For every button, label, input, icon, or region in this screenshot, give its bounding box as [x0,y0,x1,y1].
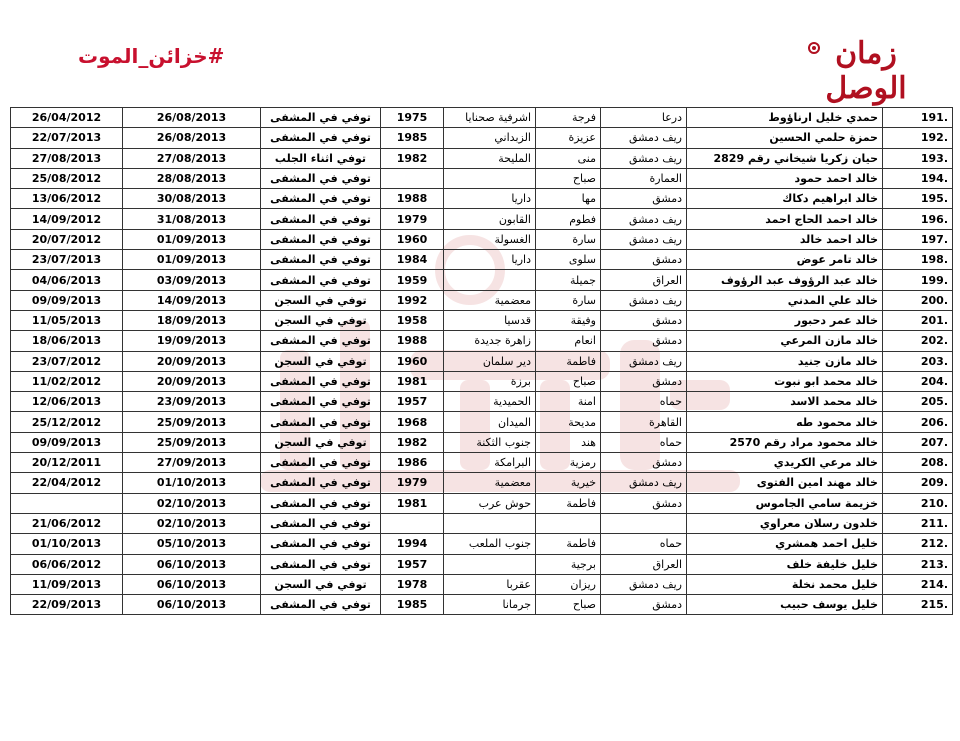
cell-place: جرمانا [444,595,536,615]
cell-status: توفي في السجن [261,432,381,452]
cell-year: 1985 [381,595,444,615]
cell-gov: دمشق [601,250,687,270]
cell-mother: سارة [536,229,601,249]
cell-mother: مديحة [536,412,601,432]
cell-place: اشرفية صحنايا [444,108,536,128]
cell-status: توفي في المشفى [261,493,381,513]
cell-death: 09/09/2013 [11,432,123,452]
cell-mother: منى [536,148,601,168]
cell-death: 18/06/2013 [11,331,123,351]
cell-death: 01/10/2013 [11,534,123,554]
table-row [11,534,953,554]
cell-gov: دمشق [601,331,687,351]
cell-death: 23/07/2012 [11,351,123,371]
cell-death: 14/09/2012 [11,209,123,229]
cell-no: 215. [883,595,953,615]
cell-place [444,270,536,290]
cell-status: توفي في المشفى [261,189,381,209]
table-row [11,290,953,310]
cell-place: الغسولة [444,229,536,249]
cell-mother: امنة [536,392,601,412]
table-row [11,453,953,473]
table-row [11,108,953,128]
cell-place: الميدان [444,412,536,432]
cell-gov: حماه [601,392,687,412]
cell-name: خالد احمد خالد [687,229,883,249]
cell-year: 1982 [381,148,444,168]
table-row [11,554,953,574]
cell-year: 1957 [381,554,444,574]
cell-name: حيان زكريا شيخاني رقم 2829 [687,148,883,168]
cell-gov: ريف دمشق [601,209,687,229]
cell-gov: دمشق [601,595,687,615]
cell-arrest: 25/09/2013 [123,412,261,432]
cell-no: 210. [883,493,953,513]
cell-arrest: 26/08/2013 [123,108,261,128]
cell-status: توفي في المشفى [261,128,381,148]
cell-arrest: 31/08/2013 [123,209,261,229]
table-row [11,229,953,249]
cell-year: 1994 [381,534,444,554]
cell-death: 25/12/2012 [11,412,123,432]
cell-place [444,168,536,188]
table-row [11,250,953,270]
cell-no: 203. [883,351,953,371]
cell-mother: سلوى [536,250,601,270]
cell-no: 209. [883,473,953,493]
cell-death: 26/04/2012 [11,108,123,128]
cell-year: 1957 [381,392,444,412]
cell-mother: سارة [536,290,601,310]
cell-place [444,554,536,574]
cell-arrest: 30/08/2013 [123,189,261,209]
cell-arrest: 02/10/2013 [123,493,261,513]
cell-place: حوش عرب [444,493,536,513]
cell-no: 205. [883,392,953,412]
cell-year: 1958 [381,310,444,330]
cell-arrest: 06/10/2013 [123,574,261,594]
cell-name: خالد عمر دحبور [687,310,883,330]
cell-arrest: 02/10/2013 [123,513,261,533]
cell-death: 20/12/2011 [11,453,123,473]
cell-status: توفي في المشفى [261,209,381,229]
cell-status: توفي في المشفى [261,513,381,533]
cell-gov: دمشق [601,371,687,391]
cell-name: خالد تامر عوض [687,250,883,270]
cell-place: الزبداني [444,128,536,148]
cell-arrest: 26/08/2013 [123,128,261,148]
cell-year: 1988 [381,331,444,351]
cell-death: 21/06/2012 [11,513,123,533]
cell-year [381,168,444,188]
cell-arrest: 27/08/2013 [123,148,261,168]
cell-arrest: 19/09/2013 [123,331,261,351]
cell-gov: ريف دمشق [601,574,687,594]
logo-text: زمان الوصل [825,36,907,106]
cell-death: 11/09/2013 [11,574,123,594]
cell-death: 20/07/2012 [11,229,123,249]
cell-status: توفي في السجن [261,351,381,371]
cell-status: توفي في المشفى [261,473,381,493]
table-row [11,128,953,148]
cell-gov: ريف دمشق [601,229,687,249]
cell-status: توفي في المشفى [261,270,381,290]
cell-gov: ريف دمشق [601,351,687,371]
cell-death: 13/06/2012 [11,189,123,209]
cell-mother: مها [536,189,601,209]
cell-death: 25/08/2012 [11,168,123,188]
cell-status: توفي اثناء الجلب [261,148,381,168]
deaths-table [10,107,953,615]
cell-death: 27/08/2013 [11,148,123,168]
table-row [11,371,953,391]
cell-no: 206. [883,412,953,432]
table-row [11,310,953,330]
cell-name: خالد محمد الاسد [687,392,883,412]
cell-no: 214. [883,574,953,594]
cell-name: خالد مرعي الكريدي [687,453,883,473]
cell-no: 208. [883,453,953,473]
cell-name: حمدي خليل ارناؤوط [687,108,883,128]
cell-status: توفي في المشفى [261,412,381,432]
table-row [11,392,953,412]
cell-name: خليل خليفة خلف [687,554,883,574]
cell-year: 1975 [381,108,444,128]
cell-year: 1986 [381,453,444,473]
cell-death: 09/09/2013 [11,290,123,310]
cell-name: خالد احمد الحاج احمد [687,209,883,229]
table-body [11,108,953,615]
cell-place: جنوب الملعب [444,534,536,554]
cell-place: الحميدية [444,392,536,412]
cell-gov: ريف دمشق [601,473,687,493]
cell-name: خالد محمود طه [687,412,883,432]
cell-death: 22/09/2013 [11,595,123,615]
cell-death: 11/02/2012 [11,371,123,391]
cell-year: 1984 [381,250,444,270]
cell-mother: فطوم [536,209,601,229]
cell-no: 213. [883,554,953,574]
cell-mother: صباح [536,595,601,615]
cell-no: 197. [883,229,953,249]
table-row [11,351,953,371]
cell-name: خلدون رسلان معراوي [687,513,883,533]
cell-status: توفي في المشفى [261,392,381,412]
cell-mother: عزيزة [536,128,601,148]
cell-mother: وفيقة [536,310,601,330]
cell-year: 1979 [381,209,444,229]
cell-mother: انعام [536,331,601,351]
cell-arrest: 01/09/2013 [123,229,261,249]
cell-mother: فرجة [536,108,601,128]
cell-name: خليل احمد همشري [687,534,883,554]
cell-mother: فاطمة [536,351,601,371]
cell-year: 1981 [381,493,444,513]
table-row [11,412,953,432]
cell-place: دير سلمان [444,351,536,371]
cell-year: 1981 [381,371,444,391]
cell-place: داريا [444,189,536,209]
cell-gov: العراق [601,270,687,290]
table-row [11,168,953,188]
cell-arrest: 06/10/2013 [123,554,261,574]
cell-gov: ريف دمشق [601,290,687,310]
table-row [11,574,953,594]
cell-gov [601,513,687,533]
cell-mother: خيرية [536,473,601,493]
cell-no: 194. [883,168,953,188]
cell-mother: فاطمة [536,493,601,513]
cell-status: توفي في المشفى [261,229,381,249]
cell-name: خالد علي المدني [687,290,883,310]
cell-status: توفي في السجن [261,310,381,330]
cell-name: حمزة حلمي الحسين [687,128,883,148]
cell-year: 1985 [381,128,444,148]
cell-mother: ريزان [536,574,601,594]
table-row [11,270,953,290]
cell-arrest: 06/10/2013 [123,595,261,615]
cell-place: معضمية [444,290,536,310]
cell-year: 1959 [381,270,444,290]
cell-no: 199. [883,270,953,290]
cell-mother: هند [536,432,601,452]
cell-name: خليل محمد نخلة [687,574,883,594]
cell-death: 11/05/2013 [11,310,123,330]
cell-name: خالد محمود مراد رقم 2570 [687,432,883,452]
cell-no: 204. [883,371,953,391]
table-row [11,189,953,209]
cell-name: خالد احمد حمود [687,168,883,188]
cell-year: 1960 [381,351,444,371]
cell-gov: ريف دمشق [601,148,687,168]
cell-gov: درعا [601,108,687,128]
cell-no: 198. [883,250,953,270]
cell-mother: فاطمة [536,534,601,554]
cell-arrest: 20/09/2013 [123,351,261,371]
cell-status: توفي في المشفى [261,534,381,554]
cell-place: جنوب الثكنة [444,432,536,452]
cell-mother: صباح [536,168,601,188]
cell-gov: دمشق [601,189,687,209]
cell-gov: دمشق [601,453,687,473]
cell-year: 1992 [381,290,444,310]
cell-gov: العراق [601,554,687,574]
cell-no: 211. [883,513,953,533]
cell-status: توفي في المشفى [261,554,381,574]
table-row [11,513,953,533]
table-row [11,473,953,493]
cell-gov: دمشق [601,493,687,513]
cell-place: قدسيا [444,310,536,330]
cell-year: 1968 [381,412,444,432]
cell-gov: حماه [601,534,687,554]
cell-place [444,513,536,533]
cell-death: 06/06/2012 [11,554,123,574]
cell-death: 23/07/2013 [11,250,123,270]
cell-name: خالد عبد الرؤوف عبد الرؤوف [687,270,883,290]
cell-year: 1960 [381,229,444,249]
table-row [11,595,953,615]
cell-year [381,513,444,533]
cell-year: 1979 [381,473,444,493]
cell-mother: جميلة [536,270,601,290]
cell-name: خالد مازن جنيد [687,351,883,371]
cell-status: توفي في المشفى [261,371,381,391]
cell-place: البرامكة [444,453,536,473]
cell-no: 200. [883,290,953,310]
cell-status: توفي في السجن [261,290,381,310]
cell-name: خالد مهند امين الفتوى [687,473,883,493]
table-row [11,432,953,452]
cell-death: 22/04/2012 [11,473,123,493]
cell-name: خزيمة سامي الجاموس [687,493,883,513]
cell-arrest: 01/09/2013 [123,250,261,270]
table-row [11,209,953,229]
cell-mother: صباح [536,371,601,391]
cell-death [11,493,123,513]
cell-arrest: 14/09/2013 [123,290,261,310]
cell-arrest: 05/10/2013 [123,534,261,554]
cell-arrest: 20/09/2013 [123,371,261,391]
cell-arrest: 27/09/2013 [123,453,261,473]
cell-name: خليل يوسف حبيب [687,595,883,615]
cell-year: 1982 [381,432,444,452]
cell-place: معضمية [444,473,536,493]
cell-place: برزة [444,371,536,391]
cell-status: توفي في المشفى [261,108,381,128]
cell-gov: حماه [601,432,687,452]
cell-gov: القاهرة [601,412,687,432]
cell-death: 04/06/2013 [11,270,123,290]
cell-arrest: 03/09/2013 [123,270,261,290]
cell-place: عقربا [444,574,536,594]
cell-death: 12/06/2013 [11,392,123,412]
cell-arrest: 01/10/2013 [123,473,261,493]
hashtag-title: #خزائن_الموت [78,44,225,68]
cell-name: خالد محمد ابو نبوت [687,371,883,391]
cell-mother [536,513,601,533]
cell-place: القابون [444,209,536,229]
cell-no: 193. [883,148,953,168]
cell-gov: العمارة [601,168,687,188]
cell-name: خالد ابراهيم دكاك [687,189,883,209]
cell-gov: دمشق [601,310,687,330]
table-row [11,148,953,168]
cell-mother: برجية [536,554,601,574]
cell-arrest: 25/09/2013 [123,432,261,452]
cell-death: 22/07/2013 [11,128,123,148]
cell-no: 212. [883,534,953,554]
cell-place: زاهرة جديدة [444,331,536,351]
cell-no: 207. [883,432,953,452]
table-row [11,493,953,513]
cell-mother: رمزية [536,453,601,473]
logo [796,30,936,106]
cell-status: توفي في السجن [261,574,381,594]
cell-no: 201. [883,310,953,330]
cell-no: 195. [883,189,953,209]
cell-year: 1988 [381,189,444,209]
cell-status: توفي في المشفى [261,453,381,473]
cell-arrest: 18/09/2013 [123,310,261,330]
cell-year: 1978 [381,574,444,594]
cell-status: توفي في المشفى [261,168,381,188]
cell-status: توفي في المشفى [261,595,381,615]
cell-no: 191. [883,108,953,128]
table-row [11,331,953,351]
cell-status: توفي في المشفى [261,250,381,270]
cell-arrest: 23/09/2013 [123,392,261,412]
cell-place: المليحة [444,148,536,168]
cell-no: 196. [883,209,953,229]
cell-place: داريا [444,250,536,270]
cell-no: 192. [883,128,953,148]
cell-gov: ريف دمشق [601,128,687,148]
cell-arrest: 28/08/2013 [123,168,261,188]
cell-status: توفي في المشفى [261,331,381,351]
cell-name: خالد مازن المرعي [687,331,883,351]
cell-no: 202. [883,331,953,351]
